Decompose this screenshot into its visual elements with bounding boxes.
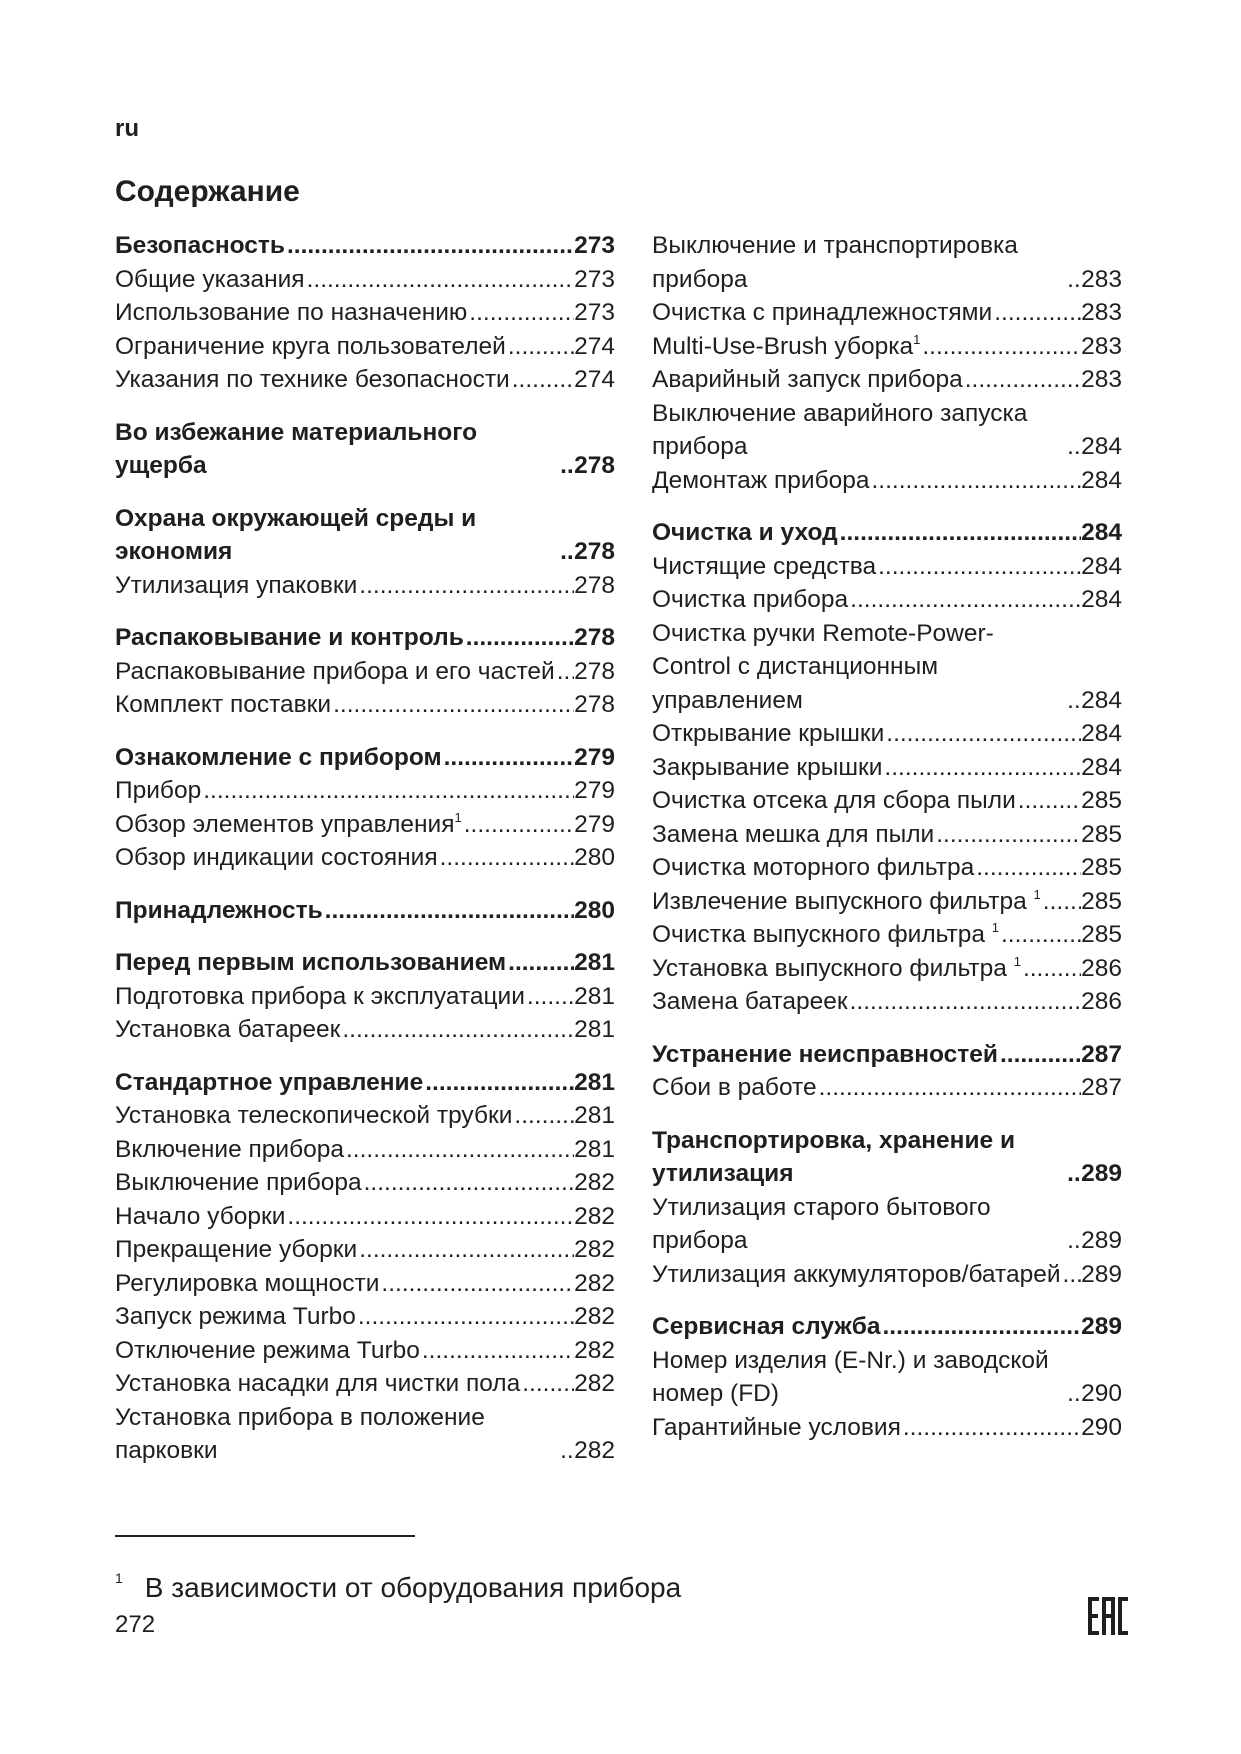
- toc-entry-title: Транспортировка, хранение и утилизация: [652, 1126, 1016, 1187]
- toc-entry[interactable]: [652, 330, 1122, 364]
- toc-section: [115, 946, 615, 1047]
- toc-entry-title: Безопасность: [115, 232, 285, 259]
- dot-leader: [1061, 1258, 1082, 1292]
- toc-entry[interactable]: [652, 918, 1122, 952]
- toc-page-number: 281: [574, 1102, 615, 1129]
- toc-heading[interactable]: [652, 516, 1122, 550]
- toc-page-number: 290: [1081, 1413, 1122, 1441]
- dot-leader: [884, 717, 1081, 751]
- toc-entry[interactable]: [115, 1367, 615, 1401]
- toc-entry[interactable]: [652, 397, 1122, 464]
- toc-entry-title: Начало уборки: [115, 1202, 286, 1230]
- toc-page-number: 274: [574, 332, 615, 360]
- toc-entry-title: Выключение и транспортировка прибора: [652, 232, 1018, 293]
- toc-page-number: 281: [574, 1135, 615, 1163]
- toc-entry[interactable]: [115, 1401, 615, 1468]
- toc-entry[interactable]: [115, 1200, 615, 1234]
- toc-entry-title: Распаковывание прибора и его частей: [115, 657, 555, 685]
- toc-entry[interactable]: [115, 980, 615, 1014]
- toc-entry-title: Запуск режима Turbo: [115, 1303, 356, 1330]
- dot-leader: [1065, 1224, 1081, 1258]
- toc-entry[interactable]: [652, 717, 1122, 751]
- footnote-ref: 1: [991, 920, 999, 935]
- toc-page-number: 282: [574, 1303, 615, 1330]
- toc-page-number: 289: [1081, 1260, 1122, 1288]
- dot-leader: [1016, 784, 1081, 818]
- toc-entry-title: Демонтаж прибора: [652, 466, 870, 494]
- toc-page-number: 283: [1081, 299, 1122, 326]
- toc-entry-title: Открывание крышки: [652, 720, 885, 747]
- toc-entry-title: Стандартное управление: [115, 1068, 424, 1096]
- eac-logo: [1088, 1597, 1128, 1640]
- toc-page-number: 284: [1081, 686, 1122, 714]
- toc-page-number: 282: [574, 1336, 615, 1364]
- toc-entry-title: Распаковывание и контроль: [115, 624, 464, 651]
- toc-entry-title: Перед первым использованием: [115, 949, 507, 976]
- toc-page-number: 278: [574, 691, 615, 718]
- toc-entry-title: Сервисная служба: [652, 1313, 881, 1340]
- toc-entry[interactable]: [115, 774, 615, 808]
- toc-page-number: 281: [574, 949, 615, 976]
- toc-entry[interactable]: [115, 1334, 615, 1368]
- dot-leader: [817, 1071, 1082, 1105]
- dot-leader: [558, 449, 574, 483]
- toc-entry[interactable]: [115, 330, 615, 364]
- toc-section: [652, 1310, 1122, 1444]
- toc-entry-title: Принадлежность: [115, 896, 323, 924]
- toc-right-column: [652, 229, 1122, 1463]
- dot-leader: [999, 918, 1081, 952]
- toc-page-number: 281: [574, 1068, 615, 1096]
- toc-entry[interactable]: [652, 229, 1122, 296]
- dot-leader: [1065, 1377, 1081, 1411]
- toc-entry[interactable]: [652, 784, 1122, 818]
- toc-entry[interactable]: [115, 363, 615, 397]
- toc-page-number: 286: [1081, 988, 1122, 1015]
- dot-leader: [357, 1233, 574, 1267]
- toc-section: [115, 894, 615, 928]
- toc-section: [115, 741, 615, 875]
- toc-page-number: 289: [1081, 1313, 1122, 1340]
- dot-leader: [869, 464, 1081, 498]
- toc-entry[interactable]: [115, 1133, 615, 1167]
- toc-page-number: 285: [1081, 921, 1122, 948]
- dot-leader: [201, 774, 574, 808]
- toc-entry-title: Номер изделия (E-Nr.) и заводской номер (FD): [652, 1346, 1049, 1407]
- toc-section: [652, 1038, 1122, 1105]
- toc-page-number: 273: [574, 299, 615, 326]
- dot-leader: [464, 621, 574, 655]
- toc-page-number: 284: [1081, 586, 1122, 613]
- toc-page-number: 283: [1081, 332, 1122, 360]
- toc-entry[interactable]: [115, 688, 615, 722]
- toc-entry-title: Очистка выпускного фильтра $^1$: [652, 920, 999, 948]
- footnote-ref: 1: [913, 331, 921, 347]
- toc-entry[interactable]: [652, 1071, 1122, 1105]
- dot-leader: [506, 946, 574, 980]
- toc-section: [115, 502, 615, 603]
- toc-page-number: 287: [1081, 1074, 1122, 1101]
- dot-leader: [876, 550, 1081, 584]
- dot-leader: [438, 841, 575, 875]
- toc-page-number: 278: [574, 538, 615, 565]
- toc-entry-title: Очистка моторного фильтра: [652, 854, 975, 881]
- toc-entry[interactable]: [115, 841, 615, 875]
- toc-entry[interactable]: [652, 851, 1122, 885]
- toc-page-number: 279: [574, 810, 615, 838]
- toc-entry[interactable]: [652, 363, 1122, 397]
- toc-page-number: 282: [574, 1437, 615, 1464]
- toc-entry[interactable]: [115, 1267, 615, 1301]
- dot-leader: [331, 688, 574, 722]
- dot-leader: [848, 985, 1082, 1019]
- toc-entry-title: Регулировка мощности: [115, 1269, 380, 1297]
- toc-entry-title: Очистка и уход: [652, 519, 838, 546]
- toc-entry-title: Подготовка прибора к эксплуатации: [115, 982, 525, 1010]
- toc-entry[interactable]: [652, 952, 1122, 986]
- toc-heading[interactable]: [115, 1066, 615, 1100]
- toc-entry-title: Указания по технике безопасности: [115, 366, 510, 393]
- toc-entry-title: Установка выпускного фильтра $^1$: [652, 953, 1021, 982]
- toc-page-number: 284: [1081, 552, 1122, 580]
- toc-entry[interactable]: [115, 1233, 615, 1267]
- toc-entry-title: Утилизация упаковки: [115, 571, 358, 599]
- toc-heading[interactable]: [115, 502, 615, 569]
- toc-page-number: 280: [574, 844, 615, 871]
- dot-leader: [285, 229, 574, 263]
- toc-page-number: 282: [574, 1202, 615, 1230]
- dot-leader: [1065, 684, 1081, 718]
- dot-leader: [344, 1133, 574, 1167]
- dot-leader: [506, 330, 574, 364]
- toc-section: [115, 229, 615, 397]
- footnote-ref: 1: [1033, 886, 1041, 902]
- dot-leader: [285, 1200, 574, 1234]
- dot-leader: [838, 516, 1081, 550]
- toc-page-number: 283: [1081, 366, 1122, 393]
- toc-entry[interactable]: [652, 1344, 1122, 1411]
- toc-entry-title: Выключение прибора: [115, 1169, 362, 1196]
- dot-leader: [520, 1367, 574, 1401]
- toc-page-number: 290: [1081, 1380, 1122, 1407]
- toc-section: [115, 1066, 615, 1468]
- page-title: Содержание: [115, 175, 300, 208]
- toc-entry-title: Общие указания: [115, 265, 305, 293]
- toc-page-number: 278: [574, 657, 615, 685]
- toc-page-number: 274: [574, 366, 615, 393]
- dot-leader: [1065, 263, 1081, 297]
- dot-leader: [998, 1038, 1081, 1072]
- dot-leader: [323, 894, 574, 928]
- toc-entry-title: Замена мешка для пыли: [652, 820, 935, 848]
- toc-entry-title: Установка насадки для чистки пола: [115, 1370, 521, 1397]
- toc-entry-title: Обзор индикации состояния: [115, 844, 438, 871]
- dot-leader: [558, 535, 574, 569]
- toc-page-number: 285: [1081, 854, 1122, 881]
- toc-entry[interactable]: [115, 1099, 615, 1133]
- dot-leader: [420, 1334, 574, 1368]
- toc-entry[interactable]: [652, 818, 1122, 852]
- toc-entry[interactable]: [652, 1411, 1122, 1445]
- toc-entry[interactable]: [115, 569, 615, 603]
- toc-page-number: 285: [1081, 820, 1122, 848]
- footnote-ref: 1: [454, 809, 462, 825]
- toc-entry[interactable]: [652, 1191, 1122, 1258]
- toc-heading[interactable]: [115, 741, 615, 775]
- toc-entry-title: Обзор элементов управления$^1$: [115, 809, 462, 838]
- toc-section: [652, 1124, 1122, 1292]
- dot-leader: [848, 583, 1081, 617]
- toc-page-number: 279: [574, 743, 615, 771]
- toc-page-number: 280: [574, 896, 615, 924]
- toc-page-number: 285: [1081, 787, 1122, 814]
- dot-leader: [1065, 1157, 1081, 1191]
- toc-heading[interactable]: [115, 416, 615, 483]
- toc-entry-title: Комплект поставки: [115, 691, 332, 718]
- toc-page-number: 286: [1081, 954, 1122, 982]
- toc-page-number: 289: [1081, 1160, 1122, 1187]
- toc-section: [652, 229, 1122, 497]
- toc-section: [115, 416, 615, 483]
- toc-entry-title: Устранение неисправностей: [652, 1040, 998, 1068]
- toc-section: [115, 621, 615, 722]
- toc-section: [652, 516, 1122, 1019]
- toc-entry-title: Выключение аварийного запуска прибора: [652, 399, 1028, 460]
- eac-mark-icon: [1088, 1597, 1128, 1635]
- toc-entry[interactable]: [652, 550, 1122, 584]
- toc-entry-title: Установка батареек: [115, 1016, 341, 1043]
- toc-heading[interactable]: [115, 894, 615, 928]
- toc-entry[interactable]: [115, 1300, 615, 1334]
- dot-leader: [1065, 430, 1081, 464]
- toc-entry-title: Установка прибора в положение парковки: [115, 1403, 485, 1464]
- toc-entry[interactable]: [652, 617, 1122, 718]
- toc-page-number: 289: [1081, 1227, 1122, 1254]
- dot-leader: [512, 1099, 574, 1133]
- toc-entry-title: Отключение режима Turbo: [115, 1336, 420, 1364]
- dot-leader: [934, 818, 1081, 852]
- toc-entry-title: Охрана окружающей среды и экономия: [115, 504, 477, 565]
- footnote-rule: [115, 1535, 415, 1537]
- dot-leader: [362, 1166, 575, 1200]
- toc-heading[interactable]: [115, 229, 615, 263]
- toc-entry-title: Прекращение уборки: [115, 1236, 358, 1263]
- dot-leader: [356, 1300, 574, 1334]
- toc-page-number: 278: [574, 571, 615, 599]
- footnote: [115, 1560, 681, 1606]
- toc-page-number: 284: [1081, 720, 1122, 747]
- toc-entry-title: Утилизация старого бытового прибора: [652, 1193, 991, 1254]
- toc-page-number: 285: [1081, 887, 1122, 915]
- toc-page-number: 278: [574, 624, 615, 651]
- language-code: ru: [115, 115, 139, 142]
- toc-page-number: 284: [1081, 519, 1122, 546]
- toc-entry-title: Multi-Use-Brush уборка$^1$: [652, 331, 921, 360]
- toc-page-number: 281: [574, 982, 615, 1010]
- toc-page-number: 283: [1081, 265, 1122, 293]
- toc-entry-title: Сбои в работе: [652, 1074, 817, 1101]
- toc-entry[interactable]: [115, 263, 615, 297]
- toc-page-number: 273: [574, 232, 615, 259]
- dot-leader: [357, 569, 574, 603]
- toc-entry[interactable]: [115, 296, 615, 330]
- toc-entry[interactable]: [652, 464, 1122, 498]
- toc-entry-title: Очистка ручки Remote-Power-Control с дистанционным управлением: [652, 619, 994, 714]
- toc-heading[interactable]: [115, 946, 615, 980]
- page-number: 272: [115, 1611, 156, 1638]
- toc-heading[interactable]: [652, 1310, 1122, 1344]
- toc-entry[interactable]: [652, 583, 1122, 617]
- dot-leader: [442, 741, 574, 775]
- toc-entry[interactable]: [652, 296, 1122, 330]
- toc-entry-title: Очистка прибора: [652, 586, 849, 613]
- toc-page-number: 284: [1081, 753, 1122, 781]
- toc-page-number: 273: [574, 265, 615, 293]
- toc-page-number: 284: [1081, 466, 1122, 494]
- dot-leader: [882, 751, 1081, 785]
- toc-page-number: 282: [574, 1269, 615, 1297]
- dot-leader: [423, 1066, 574, 1100]
- toc-entry-title: Установка телескопической трубки: [115, 1102, 513, 1129]
- dot-leader: [880, 1310, 1081, 1344]
- toc-entry-title: Извлечение выпускного фильтра $^1$: [652, 886, 1041, 915]
- toc-page-number: 284: [1081, 433, 1122, 460]
- toc-page-number: 281: [574, 1016, 615, 1043]
- dot-leader: [340, 1013, 574, 1047]
- dot-leader: [992, 296, 1081, 330]
- toc-entry[interactable]: [652, 1258, 1122, 1292]
- dot-leader: [379, 1267, 574, 1301]
- dot-leader: [510, 363, 574, 397]
- dot-leader: [558, 1434, 574, 1468]
- dot-leader: [305, 263, 575, 297]
- toc-entry-title: Прибор: [115, 777, 202, 804]
- toc-heading[interactable]: [652, 1124, 1122, 1191]
- toc-entry[interactable]: [115, 808, 615, 842]
- toc-entry[interactable]: [652, 751, 1122, 785]
- toc-entry-title: Ограничение круга пользователей: [115, 332, 506, 360]
- toc-entry-title: Очистка с принадлежностями: [652, 299, 993, 326]
- toc-entry-title: Аварийный запуск прибора: [652, 366, 963, 393]
- toc-page-number: 287: [1081, 1040, 1122, 1068]
- toc-entry-title: Ознакомление с прибором: [115, 743, 442, 771]
- dot-leader: [920, 330, 1081, 364]
- toc-entry[interactable]: [115, 1013, 615, 1047]
- toc-entry-title: Чистящие средства: [652, 552, 877, 580]
- footnote-ref: 1: [1013, 953, 1021, 969]
- footnote-mark: 1: [115, 1570, 123, 1586]
- dot-leader: [462, 808, 574, 842]
- dot-leader: [974, 851, 1081, 885]
- toc-left-column: [115, 229, 615, 1487]
- toc-entry-title: Включение прибора: [115, 1135, 344, 1163]
- toc-entry-title: Утилизация аккумуляторов/батарей: [652, 1260, 1061, 1288]
- toc-entry[interactable]: [652, 885, 1122, 919]
- toc-page-number: 279: [574, 777, 615, 804]
- toc-entry[interactable]: [115, 655, 615, 689]
- toc-entry-title: Закрывание крышки: [652, 753, 883, 781]
- toc-page-number: 282: [574, 1236, 615, 1263]
- toc-entry-title: Очистка отсека для сбора пыли: [652, 787, 1016, 814]
- toc-page-number: 282: [574, 1169, 615, 1196]
- toc-page-number: 278: [574, 452, 615, 479]
- toc-entry-title: Во избежание материального ущерба: [115, 418, 478, 479]
- toc-page-number: 282: [574, 1370, 615, 1397]
- toc-entry-title: Использование по назначению: [115, 299, 468, 326]
- dot-leader: [1021, 952, 1081, 986]
- dot-leader: [467, 296, 574, 330]
- dot-leader: [963, 363, 1081, 397]
- toc-entry-title: Замена батареек: [652, 988, 848, 1015]
- dot-leader: [555, 655, 574, 689]
- toc-entry[interactable]: [115, 1166, 615, 1200]
- dot-leader: [1041, 885, 1081, 919]
- toc-entry[interactable]: [652, 985, 1122, 1019]
- dot-leader: [525, 980, 574, 1014]
- footnote-text: В зависимости от оборудования прибора: [144, 1572, 682, 1603]
- toc-entry-title: Гарантийные условия: [652, 1413, 901, 1441]
- toc-heading[interactable]: [115, 621, 615, 655]
- dot-leader: [901, 1411, 1081, 1445]
- toc-heading[interactable]: [652, 1038, 1122, 1072]
